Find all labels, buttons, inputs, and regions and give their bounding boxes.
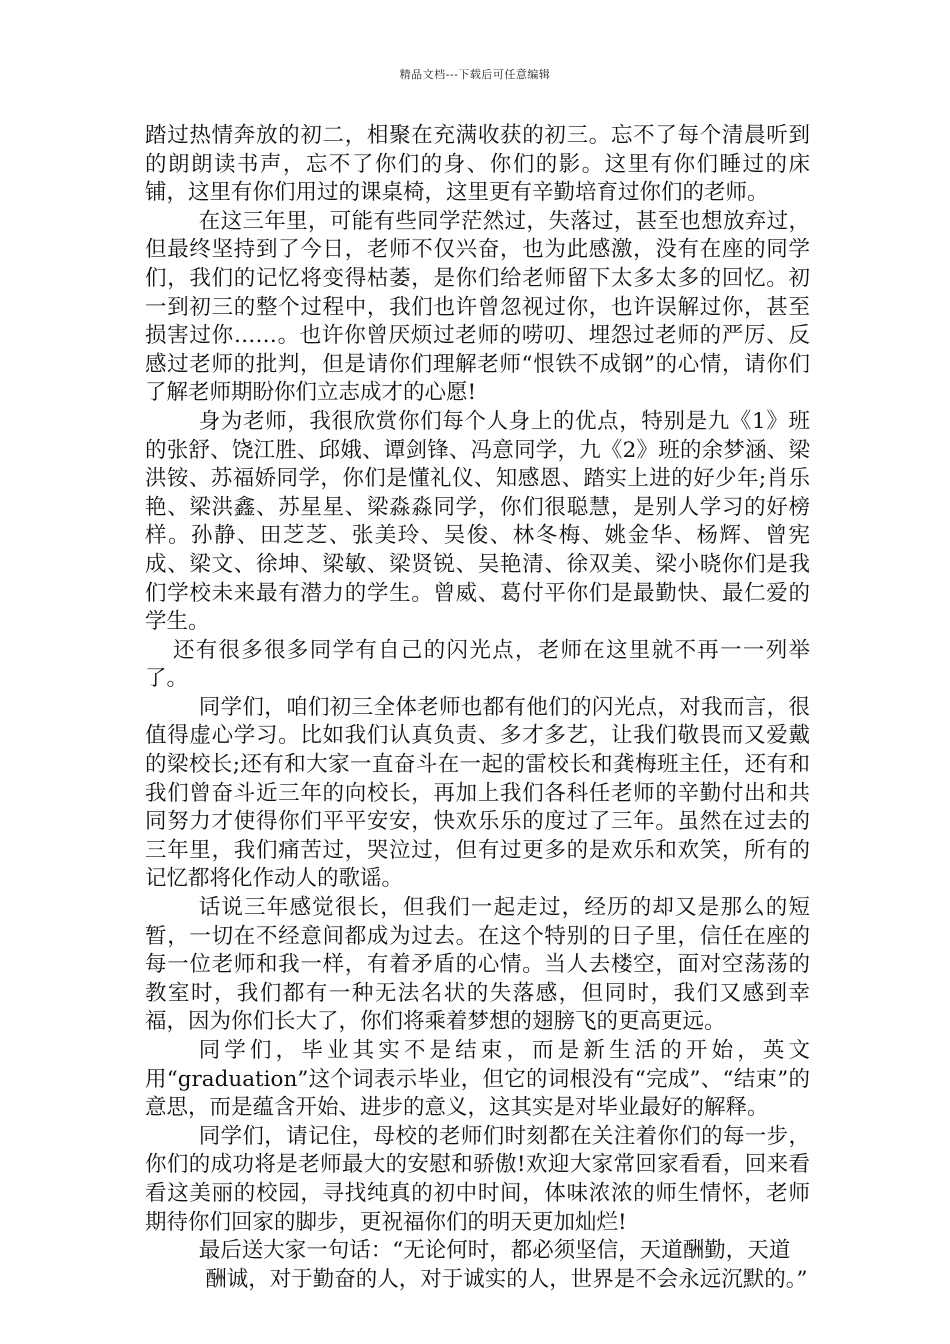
page-header: 精品文档---下载后可任意编辑	[399, 68, 551, 81]
paragraph-6: 话说三年感觉很长，但我们一起走过，经历的却又是那么的短暂，一切在不经意间都成为过去。在这个特别的日子里，信任在座的每一位老师和我一样，有着矛盾的心情。当人去楼空，面对空荡荡的教室时，我们都有一种无法名状的失落感，但同时，我们又感到幸福，因为你们长大了，你们将乘着梦想的翅膀飞的更高更远。	[145, 895, 810, 1035]
paragraph-2: 在这三年里，可能有些同学茫然过，失落过，甚至也想放弃过，但最终坚持到了今日，老师不仅兴奋，也为此感激，没有在座的同学们，我们的记忆将变得枯萎，是你们给老师留下太多太多的回忆。初一到初三的整个过程中，我们也许曾忽视过你，也许误解过你，甚至损害过你……。也许你曾厌烦过老师的唠叨、埋怨过老师的严厉、反感过老师的批判，但是请你们理解老师“恨铁不成钢”的心情，请你们了解老师期盼你们立志成才的心愿!	[145, 208, 810, 406]
paragraph-7: 同学们，毕业其实不是结束，而是新生活的开始，英文用“graduation”这个词表示毕业，但它的词根没有“完成”、“结束”的意思，而是蕴含开始、进步的意义，这其实是对毕业最好的解释。	[145, 1038, 810, 1121]
paragraph-4: 还有很多很多同学有自己的闪光点，老师在这里就不再一一列举了。	[145, 637, 810, 692]
paragraph-10: 酬诚，对于勤奋的人，对于诚实的人，世界是不会永远沉默的。”	[205, 1266, 808, 1292]
paragraph-3: 身为老师，我很欣赏你们每个人身上的优点，特别是九《1》班的张舒、饶江胜、邱娥、谭剑锋、冯意同学，九《2》班的余梦涵、梁洪铵、苏福娇同学，你们是懂礼仪、知感恩、踏实上进的好少年;肖乐艳、梁洪鑫、苏星星、梁淼淼同学，你们很聪慧，是别人学习的好榜样。孙静、田芝芝、张美玲、吴俊、林冬梅、姚金华、杨辉、曾宪成、梁文、徐坤、梁敏、梁贤锐、吴艳清、徐双美、梁小晓你们是我们学校未来最有潜力的学生。曾威、葛付平你们是最勤快、最仁爱的学生。	[145, 408, 810, 635]
paragraph-8: 同学们，请记住，母校的老师们时刻都在关注着你们的每一步，你们的成功将是老师最大的安慰和骄傲!欢迎大家常回家看看，回来看看这美丽的校园，寻找纯真的初中时间，体味浓浓的师生情怀，老师期待你们回家的脚步，更祝福你们的明天更加灿烂!	[145, 1123, 810, 1235]
paragraph-5: 同学们，咱们初三全体老师也都有他们的闪光点，对我而言，很值得虚心学习。比如我们认真负责、多才多艺，让我们敬畏而又爱戴的梁校长;还有和大家一直奋斗在一起的雷校长和龚梅班主任，还有和我们曾奋斗近三年的向校长，再加上我们各科任老师的辛勤付出和共同努力才使得你们平平安安，快欢乐乐的度过了三年。虽然在过去的三年里，我们痛苦过，哭泣过，但有过更多的是欢乐和欢笑，所有的记忆都将化作动人的歌谣。	[145, 694, 810, 892]
paragraph-1: 踏过热情奔放的初二，相聚在充满收获的初三。忘不了每个清晨听到的朗朗读书声，忘不了你们的身、你们的影。这里有你们睡过的床铺，这里有你们用过的课桌椅，这里更有辛勤培育过你们的老师。	[145, 123, 810, 206]
paragraph-9: 最后送大家一句话：“无论何时，都必须坚信，天道酬勤，天道	[198, 1238, 791, 1264]
document-body	[145, 122, 810, 1294]
